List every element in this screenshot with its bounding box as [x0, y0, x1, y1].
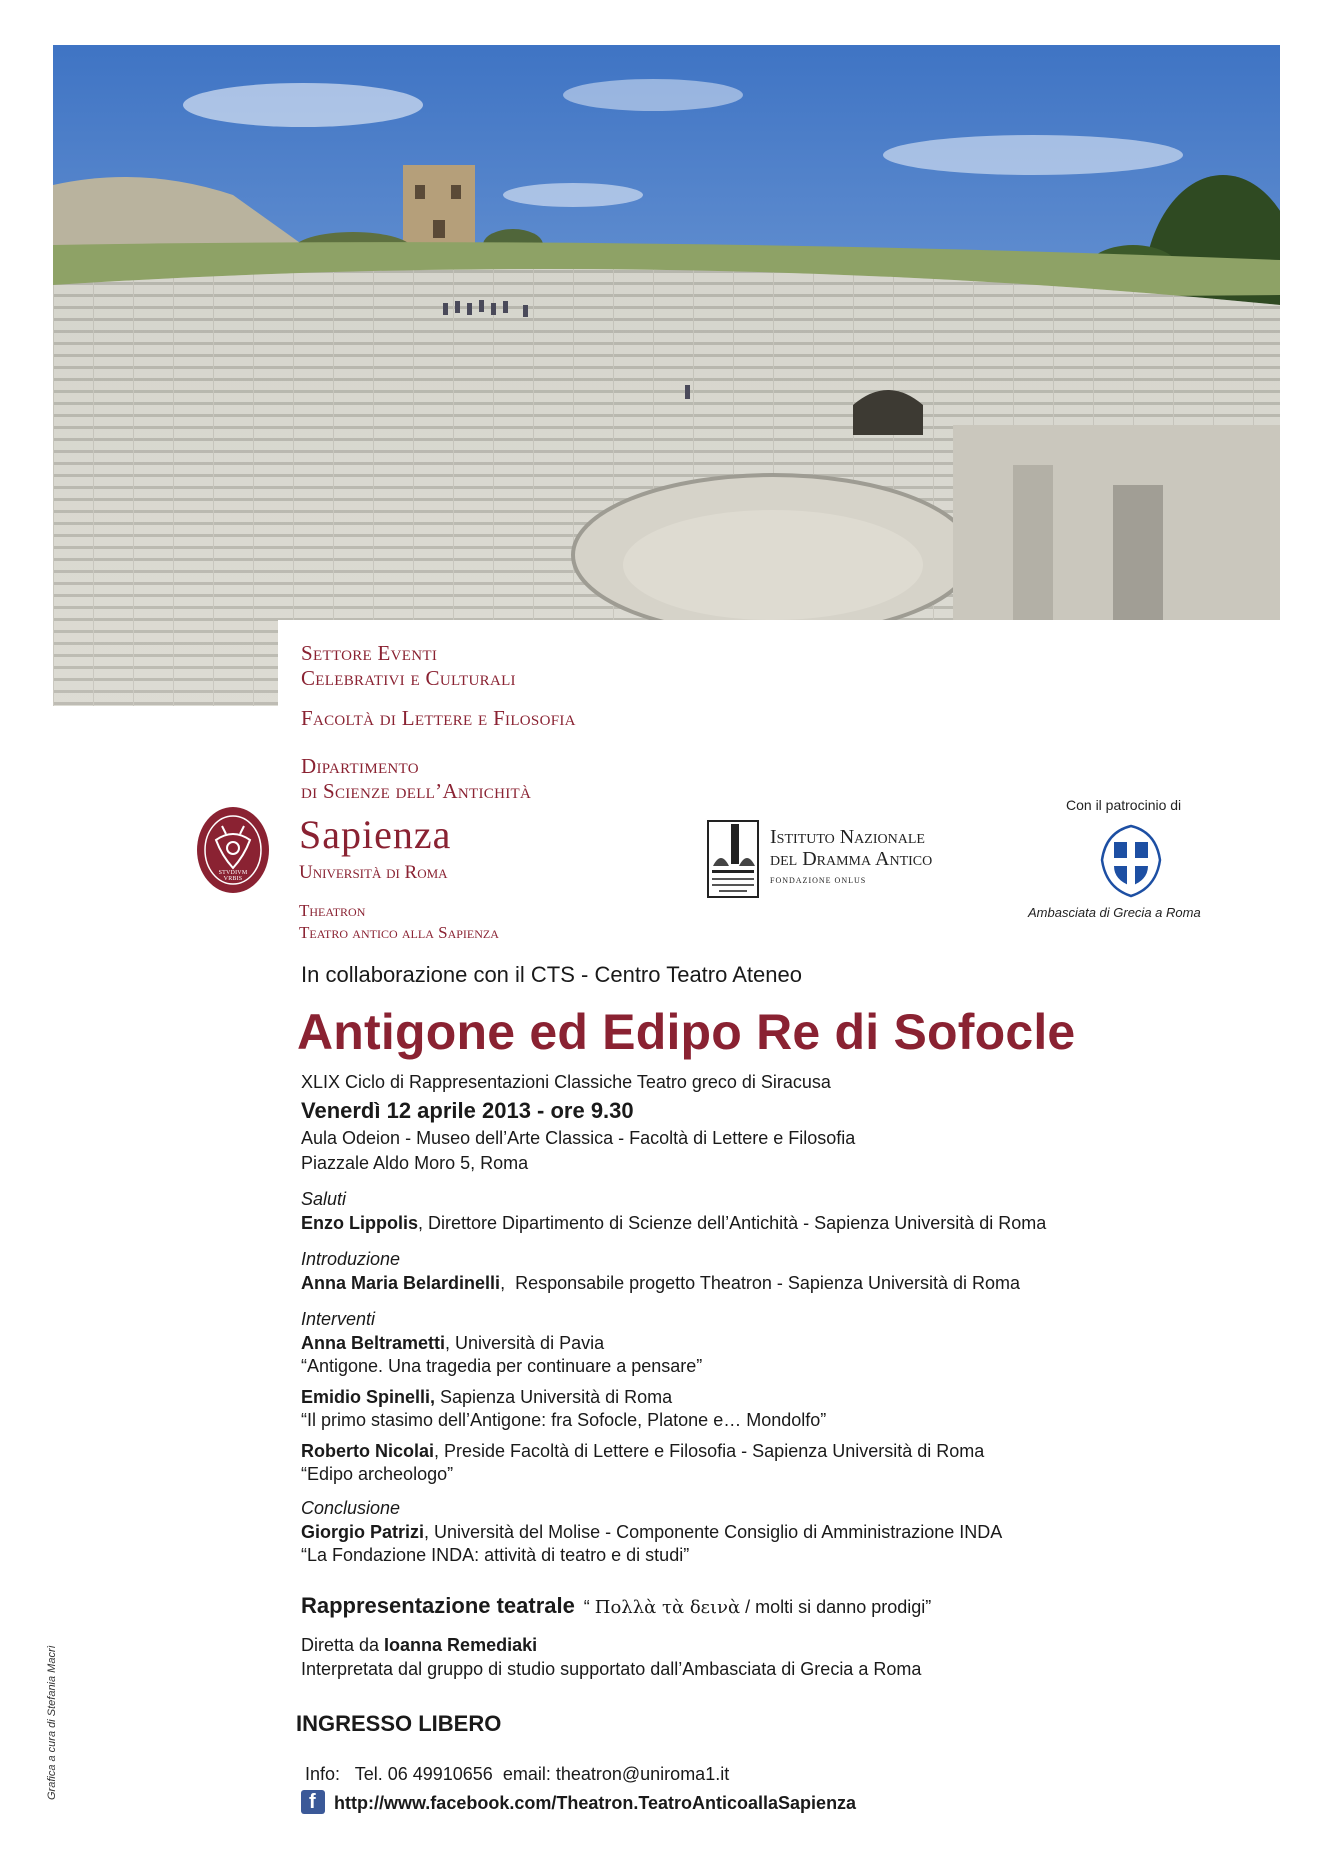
sector-line-2: Celebrativi e Culturali	[301, 666, 516, 690]
event-date: Venerdì 12 aprile 2013 - ore 9.30	[301, 1098, 634, 1123]
inda-line-1: Istituto Nazionale	[770, 826, 925, 848]
greek-coat-of-arms	[1096, 822, 1166, 900]
inda-foundation: FONDAZIONE ONLUS	[770, 876, 867, 885]
patronage-label: Con il patrocinio di	[1066, 797, 1182, 813]
introduzione-entry	[301, 1272, 1020, 1295]
performance-label: Rappresentazione teatrale	[301, 1593, 575, 1618]
sector-line-1: Settore Eventi	[301, 641, 438, 665]
inda-name	[770, 826, 932, 892]
collaboration-line: In collaborazione con il CTS - Centro Teatro Ateneo	[301, 962, 802, 987]
graphics-credit: Grafica a cura di Stefania Macrì	[46, 1645, 58, 1800]
interpreted-line: Interpretata dal gruppo di studio supportato dall’Ambasciata di Grecia a Roma	[301, 1659, 922, 1679]
sector-heading	[301, 641, 516, 691]
speaker-3-affiliation: , Preside Facoltà di Lettere e Filosofia - Sapienza Università di Roma	[434, 1441, 985, 1461]
introduzione-label: Introduzione	[301, 1249, 401, 1269]
sapienza-subtitle: Università di Roma	[299, 862, 448, 883]
speaker-1-name: Anna Beltrametti	[301, 1333, 446, 1353]
conclusione-name: Giorgio Patrizi	[301, 1522, 425, 1542]
embassy-label: Ambasciata di Grecia a Roma	[1028, 905, 1201, 920]
faculty-heading: Facoltà di Lettere e Filosofia	[301, 706, 576, 730]
event-title: Antigone ed Edipo Re di Sofocle	[297, 1004, 1076, 1060]
speaker-1-affiliation: , Università di Pavia	[445, 1333, 605, 1353]
conclusione-label: Conclusione	[301, 1498, 401, 1518]
hero-photo-greek-theatre	[53, 45, 1280, 706]
speaker-2	[301, 1386, 826, 1432]
department-heading	[301, 754, 531, 804]
saluti-label: Saluti	[301, 1189, 347, 1209]
conclusione-affiliation: , Università del Molise - Componente Consiglio di Amministrazione INDA	[424, 1522, 1003, 1542]
saluti-entry	[301, 1212, 1046, 1235]
contact-info: Info: Tel. 06 49910656 email: theatron@uniroma1.it	[305, 1764, 730, 1784]
saluti-role: , Direttore Dipartimento di Scienze dell’Antichità - Sapienza Università di Roma	[418, 1213, 1047, 1233]
performance-quote-rest: / molti si danno prodigi”	[740, 1597, 932, 1617]
free-entry: INGRESSO LIBERO	[296, 1711, 502, 1736]
facebook-icon[interactable]: f	[301, 1790, 325, 1814]
event-subtitle: XLIX Ciclo di Rappresentazioni Classiche Teatro greco di Siracusa	[301, 1072, 831, 1092]
speaker-3-name: Roberto Nicolai	[301, 1441, 435, 1461]
director-name: Ioanna Remediaki	[384, 1635, 538, 1655]
facebook-link[interactable]: http://www.facebook.com/Theatron.TeatroAnticoallaSapienza	[334, 1793, 857, 1813]
sapienza-name: Sapienza	[299, 812, 452, 857]
sapienza-seal-logo	[196, 806, 270, 894]
conclusione-talk: “La Fondazione INDA: attività di teatro e di studi”	[301, 1545, 690, 1565]
interventi-label: Interventi	[301, 1309, 376, 1329]
director-line	[301, 1634, 537, 1657]
speaker-3-talk: “Edipo archeologo”	[301, 1464, 454, 1484]
speaker-2-talk: “Il primo stasimo dell’Antigone: fra Sofocle, Platone e… Mondolfo”	[301, 1410, 827, 1430]
introduzione-role: , Responsabile progetto Theatron - Sapienza Università di Roma	[500, 1273, 1021, 1293]
speaker-2-affiliation: Sapienza Università di Roma	[435, 1387, 673, 1407]
theatron-heading	[299, 900, 499, 944]
performance-line	[301, 1593, 931, 1619]
speaker-1-talk: “Antigone. Una tragedia per continuare a pensare”	[301, 1356, 703, 1376]
speaker-1	[301, 1332, 702, 1378]
theatron-line-2: Teatro antico alla Sapienza	[299, 923, 499, 942]
conclusione-entry	[301, 1521, 1002, 1567]
department-line-1: Dipartimento	[301, 754, 419, 778]
saluti-name: Enzo Lippolis	[301, 1213, 418, 1233]
seal-inscription: STVDIVM VRBIS	[218, 870, 248, 882]
inda-logo-mark	[707, 820, 759, 898]
event-venue: Aula Odeion - Museo dell’Arte Classica - Facoltà di Lettere e Filosofia	[301, 1128, 856, 1148]
performance-quote-greek: Πολλὰ τὰ δεινὰ	[594, 1597, 741, 1618]
theatron-line-1: Theatron	[299, 901, 366, 920]
director-prefix: Diretta da	[301, 1635, 385, 1655]
event-address: Piazzale Aldo Moro 5, Roma	[301, 1153, 529, 1173]
introduzione-name: Anna Maria Belardinelli	[301, 1273, 501, 1293]
speaker-2-name: Emidio Spinelli,	[301, 1387, 436, 1407]
department-line-2: di Scienze dell’Antichità	[301, 779, 532, 803]
performance-quote-open: “	[583, 1597, 595, 1617]
speaker-3	[301, 1440, 984, 1486]
inda-line-2: del Dramma Antico	[770, 848, 933, 870]
